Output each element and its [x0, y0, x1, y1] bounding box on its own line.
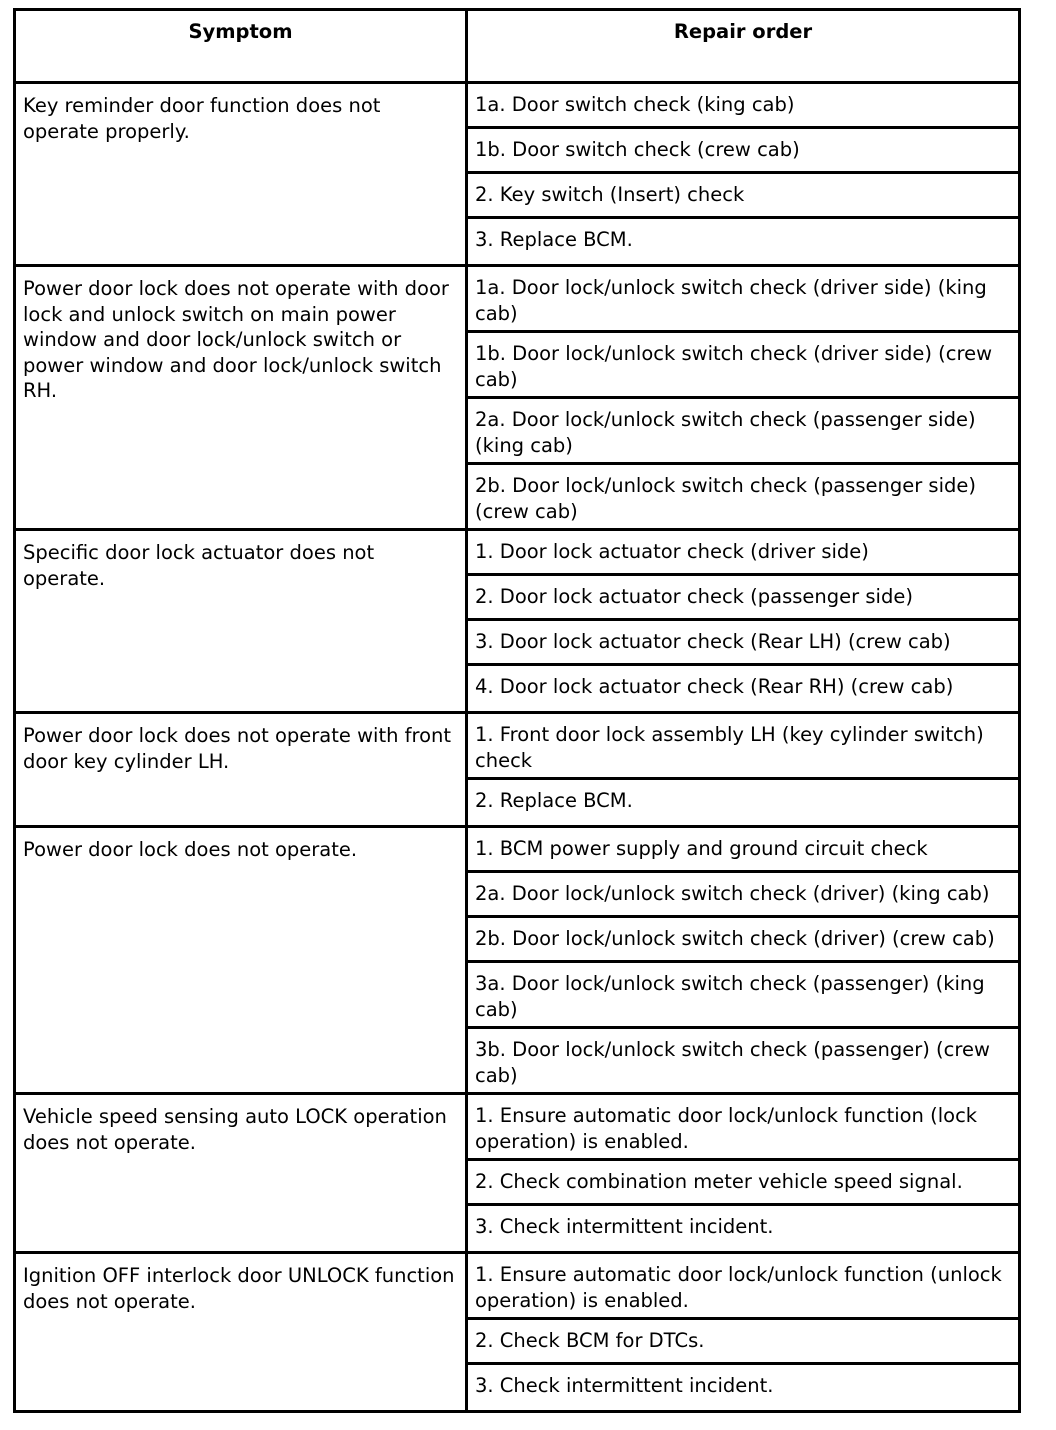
- repair-step: 3. Check intermittent incident.: [475, 1215, 774, 1238]
- symptom-cell: Power door lock does not operate with door lock and unlock switch on main power window and door lock/unlock switch or power window and door lock/unlock switch RH.: [16, 267, 468, 531]
- table-row: [16, 84, 1018, 267]
- repair-step: 2. Replace BCM.: [475, 789, 633, 812]
- repair-step: 1b. Door lock/unlock switch check (driver side) (crew cab): [468, 333, 1018, 399]
- repair-step: 1. Ensure automatic door lock/unlock function (unlock operation) is enabled.: [468, 1254, 1018, 1320]
- repair-step: 2. Check BCM for DTCs.: [468, 1320, 1018, 1365]
- table-row: [16, 714, 1018, 828]
- repair-step: 3. Replace BCM.: [475, 228, 633, 251]
- symptom-cell: Power door lock does not operate with front door key cylinder LH.: [16, 714, 468, 828]
- header-repair-order: Repair order: [468, 11, 1018, 84]
- repair-order-cell: [468, 1095, 1018, 1254]
- symptom-repair-table: [13, 8, 1021, 1413]
- repair-order-cell: [468, 828, 1018, 1095]
- repair-step: 1. Door lock actuator check (driver side): [468, 531, 1018, 576]
- symptom-cell: Key reminder door function does not operate properly.: [16, 84, 468, 267]
- repair-step: 2. Check combination meter vehicle speed signal.: [468, 1161, 1018, 1206]
- symptom-cell: Power door lock does not operate.: [16, 828, 468, 1095]
- table-row: [16, 267, 1018, 531]
- repair-step: 1a. Door lock/unlock switch check (driver side) (king cab): [468, 267, 1018, 333]
- table-row: [16, 1254, 1018, 1410]
- repair-step: 2b. Door lock/unlock switch check (passenger side) (crew cab): [475, 474, 976, 523]
- repair-step: 2a. Door lock/unlock switch check (passenger side) (king cab): [468, 399, 1018, 465]
- repair-step: 1b. Door switch check (crew cab): [468, 129, 1018, 174]
- table-row: [16, 531, 1018, 714]
- repair-step: 3. Check intermittent incident.: [475, 1374, 774, 1397]
- repair-step: 3a. Door lock/unlock switch check (passenger) (king cab): [468, 963, 1018, 1029]
- table-row: [16, 1095, 1018, 1254]
- repair-step: 2. Door lock actuator check (passenger side): [468, 576, 1018, 621]
- symptom-cell: Ignition OFF interlock door UNLOCK function does not operate.: [16, 1254, 468, 1410]
- repair-order-cell: [468, 1254, 1018, 1410]
- table-row: [16, 828, 1018, 1095]
- repair-order-cell: [468, 531, 1018, 714]
- repair-step: 4. Door lock actuator check (Rear RH) (crew cab): [475, 675, 954, 698]
- repair-step: 1. Ensure automatic door lock/unlock function (lock operation) is enabled.: [468, 1095, 1018, 1161]
- repair-step: 3b. Door lock/unlock switch check (passenger) (crew cab): [475, 1038, 990, 1087]
- repair-order-cell: [468, 714, 1018, 828]
- repair-step: 2a. Door lock/unlock switch check (driver) (king cab): [468, 873, 1018, 918]
- header-row: [16, 11, 1018, 84]
- repair-order-cell: [468, 267, 1018, 531]
- repair-step: 1a. Door switch check (king cab): [468, 84, 1018, 129]
- symptom-cell: Vehicle speed sensing auto LOCK operation does not operate.: [16, 1095, 468, 1254]
- repair-step: 2b. Door lock/unlock switch check (driver) (crew cab): [468, 918, 1018, 963]
- repair-step: 1. BCM power supply and ground circuit check: [468, 828, 1018, 873]
- repair-step: 3. Door lock actuator check (Rear LH) (crew cab): [468, 621, 1018, 666]
- repair-order-cell: [468, 84, 1018, 267]
- repair-step: 1. Front door lock assembly LH (key cylinder switch) check: [468, 714, 1018, 780]
- header-symptom: Symptom: [16, 11, 468, 84]
- symptom-cell: Specific door lock actuator does not operate.: [16, 531, 468, 714]
- repair-step: 2. Key switch (Insert) check: [468, 174, 1018, 219]
